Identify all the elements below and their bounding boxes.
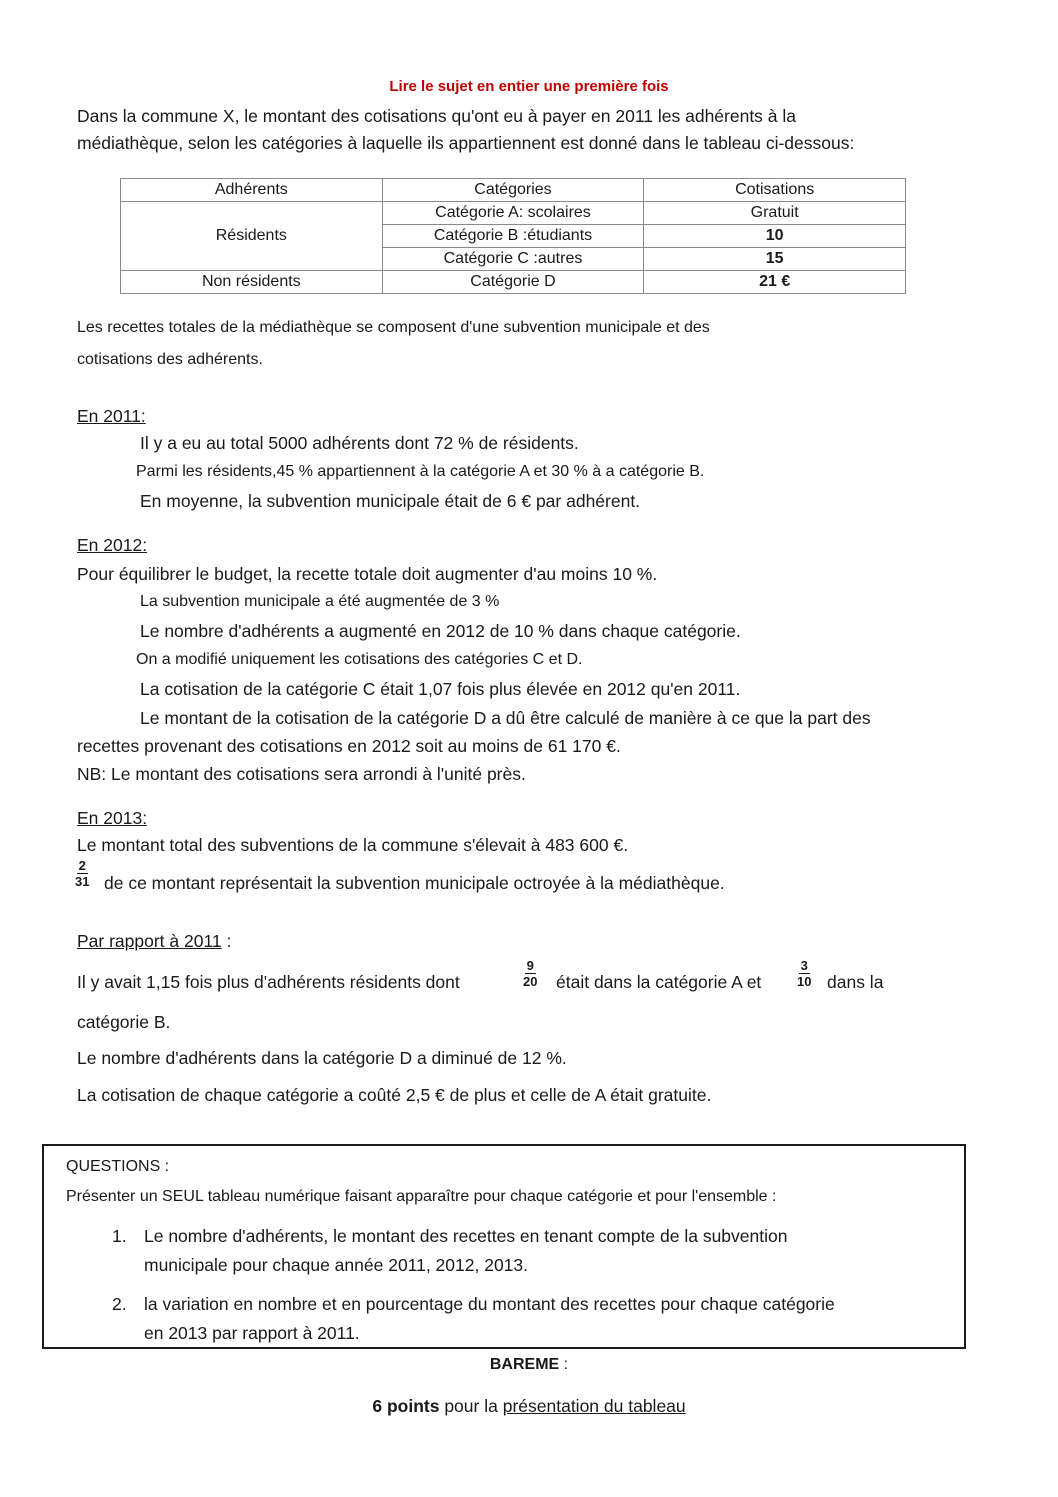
table-header-cell: Adhérents: [121, 179, 383, 202]
fraction-2-31: [75, 858, 89, 889]
fraction-denominator: 10: [797, 974, 812, 989]
heading-2011: En 2011:: [77, 406, 146, 426]
text-2012-6: Le montant de la cotisation de la catégorie D a dû être calculé de manière à ce que la part des: [140, 708, 871, 728]
heading-2012: En 2012:: [77, 535, 148, 555]
fees-table: [120, 178, 906, 294]
revenue-line-2: cotisations des adhérents.: [77, 351, 263, 368]
table-cell: Gratuit: [644, 202, 906, 225]
table-cell: Catégorie C :autres: [382, 248, 644, 271]
table-cell: Catégorie B :étudiants: [382, 225, 644, 248]
revenue-line-1: Les recettes totales de la médiathèque se composent d'une subvention municipale et des: [77, 319, 710, 336]
table-cell: Catégorie A: scolaires: [382, 202, 644, 225]
fraction-denominator: 20: [523, 974, 538, 989]
heading-compare: [77, 931, 231, 952]
question-2-line-1: la variation en nombre et en pourcentage du montant des recettes pour chaque catégorie: [144, 1294, 835, 1314]
page-title: Lire le sujet en entier une première fois: [389, 78, 669, 95]
compare-text-1d: catégorie B.: [77, 1012, 171, 1032]
fraction-numerator: 3: [800, 958, 808, 973]
table-header-cell: Catégories: [382, 179, 644, 202]
table-cell: 10: [644, 225, 906, 248]
fraction-9-20: [523, 958, 537, 989]
text-2012-3: Le nombre d'adhérents a augmenté en 2012 de 10 % dans chaque catégorie.: [140, 621, 741, 641]
bareme-title: BAREME: [489, 1356, 560, 1373]
intro-line-2: médiathèque, selon les catégories à laquelle ils appartiennent est donné dans le tableau ci-dessous:: [77, 133, 855, 153]
intro-line-1: Dans la commune X, le montant des cotisations qu'ont eu à payer en 2011 les adhérents à la: [77, 106, 797, 126]
bareme-colon: :: [559, 1356, 569, 1373]
text-2013-2: de ce montant représentait la subvention municipale octroyée à la médiathèque.: [104, 873, 725, 893]
compare-text-1b: était dans la catégorie A et: [556, 972, 762, 992]
question-2-number: 2.: [112, 1294, 127, 1314]
fraction-3-10: [797, 958, 811, 989]
question-1-line-2: municipale pour chaque année 2011, 2012, 2013.: [144, 1255, 529, 1275]
table-cell: 21 €: [644, 271, 906, 294]
text-2012-2: La subvention municipale a été augmentée de 3 %: [140, 593, 500, 610]
compare-text-1a: Il y avait 1,15 fois plus d'adhérents résidents dont: [77, 972, 460, 992]
bareme-item: présentation du tableau: [502, 1396, 686, 1416]
questions-intro: Présenter un SEUL tableau numérique faisant apparaître pour chaque catégorie et pour l'ensemble :: [66, 1188, 777, 1205]
table-header-row: [121, 179, 906, 202]
text-2012-7: recettes provenant des cotisations en 2012 soit au moins de 61 170 €.: [77, 736, 621, 756]
text-2012-4: On a modifié uniquement les cotisations des catégories C et D.: [136, 651, 583, 668]
text-2012-5: La cotisation de la catégorie C était 1,07 fois plus élevée en 2012 qu'en 2011.: [140, 679, 741, 699]
question-1-number: 1.: [112, 1226, 127, 1246]
text-2012-8: NB: Le montant des cotisations sera arrondi à l'unité près.: [77, 764, 526, 784]
text-2011-2: Parmi les résidents,45 % appartiennent à la catégorie A et 30 % à a catégorie B.: [136, 463, 705, 480]
bareme-line: [0, 1396, 1058, 1417]
bareme-heading: [0, 1356, 1058, 1374]
question-2-line-2: en 2013 par rapport à 2011.: [144, 1323, 360, 1343]
text-2013-1: Le montant total des subventions de la commune s'élevait à 483 600 €.: [77, 835, 629, 855]
table-cell: 15: [644, 248, 906, 271]
question-1-line-1: Le nombre d'adhérents, le montant des recettes en tenant compte de la subvention: [144, 1226, 788, 1246]
questions-heading: QUESTIONS :: [66, 1158, 170, 1175]
table-group-cell: Résidents: [121, 202, 383, 271]
fraction-denominator: 31: [75, 874, 90, 889]
compare-text-3: La cotisation de chaque catégorie a coûté 2,5 € de plus et celle de A était gratuite.: [77, 1085, 712, 1105]
heading-compare-text: Par rapport à 2011: [77, 931, 222, 951]
table-header-cell: Cotisations: [644, 179, 906, 202]
table-row: [121, 202, 906, 225]
compare-text-2: Le nombre d'adhérents dans la catégorie D a diminué de 12 %.: [77, 1048, 567, 1068]
text-2012-1: Pour équilibrer le budget, la recette totale doit augmenter d'au moins 10 %.: [77, 564, 658, 584]
text-2011-1: Il y a eu au total 5000 adhérents dont 72 % de résidents.: [140, 433, 579, 453]
table-row: [121, 271, 906, 294]
bareme-pour: pour la: [444, 1396, 498, 1416]
compare-text-1c: dans la: [827, 972, 884, 992]
table-cell: Catégorie D: [382, 271, 644, 294]
bareme-points: 6 points: [372, 1396, 440, 1416]
heading-2013: En 2013:: [77, 808, 148, 828]
text-2011-3: En moyenne, la subvention municipale était de 6 € par adhérent.: [140, 491, 641, 511]
heading-compare-colon: :: [221, 931, 232, 951]
questions-box: [42, 1144, 966, 1349]
fraction-numerator: 2: [78, 858, 86, 873]
table-group-cell: Non résidents: [121, 271, 383, 294]
fraction-numerator: 9: [526, 958, 534, 973]
